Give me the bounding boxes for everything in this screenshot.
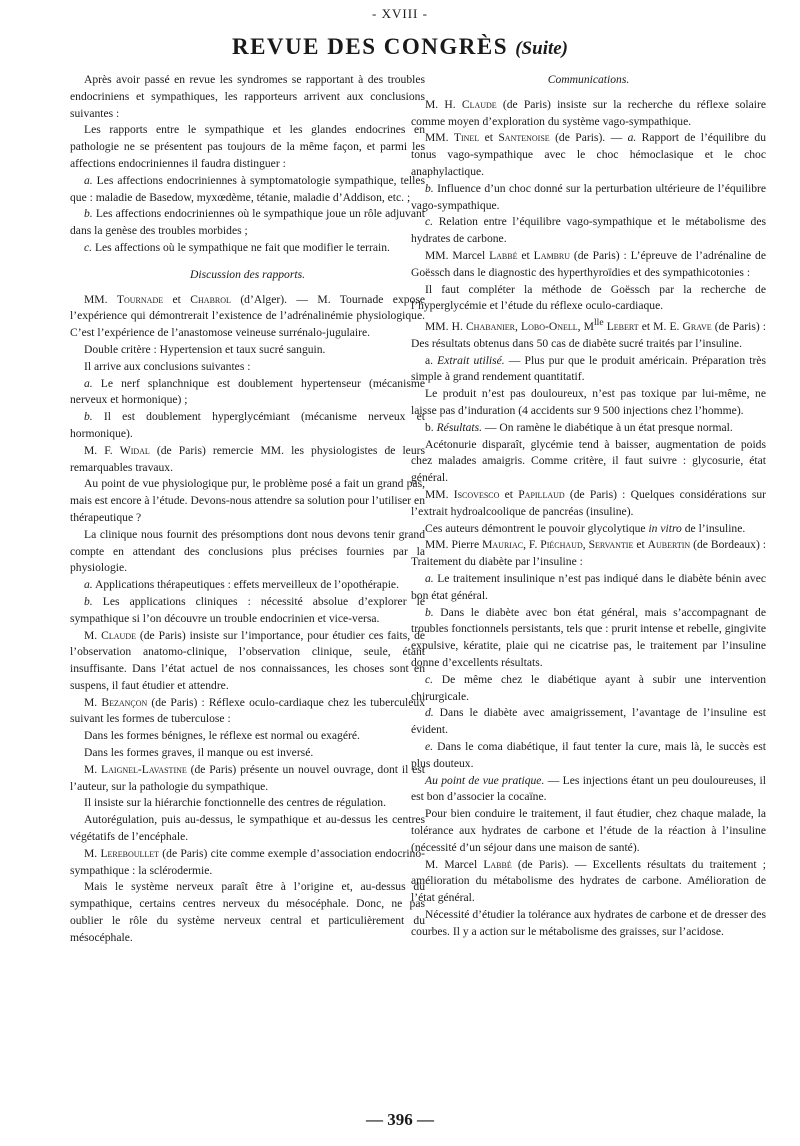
text-run: et <box>479 131 499 145</box>
text-run: , F. <box>523 538 541 552</box>
author-name: Claude <box>101 628 136 642</box>
author-name: Laignel-Lavastine <box>101 762 187 776</box>
text-run: de l’insuline. <box>681 521 746 535</box>
paragraph <box>411 537 766 571</box>
paragraph <box>70 206 425 240</box>
text-run: MM. <box>84 292 117 306</box>
text-run: La clinique nous fournit des présomptions dont nous devons tenir grand compte en attendant des conclusions plus précises fournies par la physiologie. <box>70 527 425 575</box>
author-name: Papillaud <box>518 487 565 501</box>
author-name: Iscovesco <box>453 487 500 501</box>
paragraph <box>411 605 766 672</box>
section-heading: Discussion des rapports. <box>190 267 305 281</box>
author-name: Santenoise <box>498 131 550 145</box>
text-run: Le traitement insulinique n’est pas indiqué dans le diabète bénin avec bon état général. <box>411 571 766 602</box>
title-main: REVUE DES CONGRÈS <box>231 34 508 59</box>
text-run: Acétonurie disparaît, glycémie tend à baisser, augmentation de poids chez malades amaigris. Comme critère, il faut suivre : glycosurie, état général. <box>411 437 766 485</box>
paragraph <box>411 315 766 352</box>
paragraph <box>411 282 766 316</box>
right-column <box>411 72 766 941</box>
text-run: — On ramène le diabétique à un état presque normal. <box>482 420 733 434</box>
paragraph <box>411 857 766 907</box>
text-run: De même chez le diabétique ayant à subir une intervention chirurgicale. <box>411 672 766 703</box>
text-run: Les affections endocriniennes où le sympathique joue un rôle adjuvant dans la genèse des troubles morbides ; <box>70 207 425 238</box>
text-run: (de Paris) : Quelques considérations sur l’extrait hydroalcoolique de pancréas (insuline). <box>411 487 766 518</box>
paragraph <box>411 353 766 387</box>
text-run: (d’Alger). — M. Tournade expose l’expérience qui démontrerait l’existence de l’adrénalinémie physiologique. C’est l’expérience de l’anastomose veineuse surrénalo-jugulaire. <box>70 292 425 340</box>
text-run: (de Paris) présente un nouvel ouvrage, dont il est l’auteur, sur la pathologie du sympathique. <box>70 762 426 793</box>
text-run: MM. Marcel <box>425 248 490 262</box>
text-run: in vitro <box>648 521 682 535</box>
paragraph <box>411 437 766 487</box>
text-run: (de Bordeaux) : Traitement du diabète par l’insuline : <box>411 538 766 569</box>
text-run: et <box>163 292 191 306</box>
text-run: M. <box>84 628 102 642</box>
text-run: a. <box>84 578 93 592</box>
paragraph <box>70 846 425 880</box>
text-run: MM. <box>425 131 454 145</box>
paragraph <box>411 806 766 856</box>
section-heading: Communications. <box>547 73 630 86</box>
text-run: Dans le diabète avec bon état général, mais s’accompagnant de troubles fonctionnels persistants, tels que : prurit intense et rebelle, gingivite expulsive, kératite, plaie qui ne cicatrise pas, le traitement par l’insuline donne d’excellents résultats. <box>411 605 766 669</box>
text-run: M. Marcel <box>425 857 484 871</box>
text-run: c. <box>425 215 434 229</box>
text-run: a. <box>84 376 93 390</box>
text-run: — Plus pur que le produit américain. Préparation très simple à grand rendement quantitatif. <box>411 353 766 384</box>
author-name: Servantie <box>588 538 634 552</box>
paragraph <box>411 214 766 248</box>
text-run: Relation entre l’équilibre vago-sympathique et le métabolisme des hydrates de carbone. <box>411 215 766 246</box>
text-run: b. <box>425 605 434 619</box>
text-run: Extrait utilisé. <box>437 353 505 367</box>
text-run: MM. Pierre <box>425 538 483 552</box>
text-run: Pour bien conduire le traitement, il faut étudier, chez chaque malade, la tolérance aux hydrates de carbone et l’étude de la réaction à l’insuline (nécessité d’un séjour dans une maison de santé). <box>411 807 766 854</box>
text-run: M. F. <box>84 443 120 457</box>
text-run: Au point de vue physiologique pur, le problème posé a fait un grand pas, mais est encore à l’étude. Devons-nous attendre sa solution pour l’utiliser en thérapeutique ? <box>70 477 425 524</box>
paragraph <box>70 762 425 796</box>
paragraph <box>70 72 425 122</box>
paragraph <box>70 476 425 526</box>
paragraph <box>411 773 766 807</box>
author-name: Lebert <box>606 320 639 334</box>
text-run: M. H. <box>425 97 462 111</box>
text-run: MM. H. <box>425 320 466 334</box>
text-run: Au point de vue pratique. <box>425 773 545 787</box>
text-run: M. <box>84 846 101 860</box>
paragraph <box>411 672 766 706</box>
text-run: Il est doublement hyperglycémiant (mécanisme nerveux et hormonique). <box>70 410 425 440</box>
paragraph <box>411 739 766 773</box>
author-name: Chabrol <box>190 292 231 306</box>
text-run: Le nerf splanchnique est doublement hypertenseur (mécanisme nerveux et hormonique) ; <box>70 376 425 407</box>
text-run: Après avoir passé en revue les syndromes se rapportant à des troubles endocriniens et sympathiques, les rapporteurs arrivent aux conclusions suivantes : <box>70 73 425 120</box>
text-run: (de Paris) : Des résultats obtenus dans 50 cas de diabète sucré traités par l’insuline. <box>411 320 766 350</box>
text-run: Il arrive aux conclusions suivantes : <box>84 359 251 373</box>
text-run: Autorégulation, puis au-dessus, le sympathique et au-dessus les centres végétatifs de l’encéphale. <box>70 813 425 844</box>
paragraph <box>70 577 425 594</box>
text-run: et M. E. <box>638 320 683 334</box>
paragraph <box>411 181 766 215</box>
paragraph <box>70 628 425 695</box>
text-run: Les affections où le sympathique ne fait que modifier le terrain. <box>92 240 390 254</box>
paragraph <box>70 728 425 745</box>
text-run: (de Paris) insiste sur la recherche du réflexe solaire comme moyen d’exploration du système vago-sympathique. <box>411 97 767 128</box>
paragraph <box>70 292 425 342</box>
text-run: (de Paris) cite comme exemple d’association endocrino-sympathique : la sclérodermie. <box>70 846 425 877</box>
left-column <box>70 72 425 947</box>
text-run: e. <box>425 739 434 753</box>
text-run: (de Paris) insiste sur l’importance, pour étudier ces faits, de l’observation anatomo-clinique, l’observation clinique, seule, étant insuffisante. Dans l’état actuel de nos connaissances, les choses sont en suspens, il faut étudier et attendre. <box>70 628 426 692</box>
text-run: b. <box>84 594 93 608</box>
text-run: Dans les formes bénignes, le réflexe est normal ou exagéré. <box>84 729 360 743</box>
text-run: a. <box>425 353 438 367</box>
author-name: Aubertin <box>647 538 691 552</box>
text-run: (de Paris). — <box>549 131 628 145</box>
text-run: Dans le coma diabétique, il faut tenter la cure, mais là, le succès est plus douteux. <box>411 739 766 770</box>
text-run: Rapport de l’équilibre du tonus vago-sympathique avec le choc hémoclasique et le choc anaphylactique. <box>411 131 766 178</box>
author-name: Bezançon <box>101 695 148 709</box>
paragraph <box>411 248 766 282</box>
paragraph <box>70 812 425 846</box>
paragraph <box>70 795 425 812</box>
paragraph <box>70 594 425 628</box>
text-run: b. <box>84 410 93 424</box>
text-run: M. <box>84 762 102 776</box>
text-run: Le produit n’est pas douloureux, n’est pas toxique par lui-même, ne laisse pas d’induration (4 accidents sur 9 500 injections chez l’homme). <box>411 387 766 417</box>
text-run: Nécessité d’étudier la tolérance aux hydrates de carbone et de dresser des courbes. Il y a action sur le métabolisme des graisses, sur l’acidose. <box>411 907 766 938</box>
paragraph <box>411 487 766 521</box>
text-run: Les applications cliniques : nécessité absolue d’explorer le sympathique si l’on découvre un trouble endocrinien et vice-versa. <box>70 594 425 625</box>
text-run: M. <box>84 695 102 709</box>
author-name: Chabanier <box>465 320 516 334</box>
paragraph <box>70 745 425 762</box>
author-name: Lambru <box>533 248 571 262</box>
text-run: et <box>633 538 648 552</box>
text-run: Applications thérapeutiques : effets merveilleux de l’opothérapie. <box>92 578 399 592</box>
paragraph <box>70 122 425 172</box>
author-name: Lobo-Onell <box>521 320 578 334</box>
paragraph <box>70 527 425 577</box>
paragraph <box>70 695 425 729</box>
text-run: Double critère : Hypertension et taux sucré sanguin. <box>84 342 326 356</box>
paragraph <box>411 521 766 538</box>
paragraph <box>70 173 425 207</box>
paragraph <box>70 240 425 257</box>
text-run: Dans le diabète avec amaigrissement, l’avantage de l’insuline est évident. <box>411 706 766 737</box>
text-run: Il faut compléter la méthode de Goëssch par la recherche de l’hyperglycémie et l’étude du réflexe oculo-cardiaque. <box>411 282 766 313</box>
text-run: Les rapports entre le sympathique et les glandes endocrines en pathologie ne se présentent pas toujours de la même façon, et parmi les affections endocriniennes il faudra distinguer : <box>70 123 425 170</box>
text-run: c. <box>84 240 93 254</box>
text-run: , <box>515 320 522 334</box>
running-folio: - XVIII - <box>372 6 428 21</box>
page-title <box>0 34 800 60</box>
paragraph <box>411 907 766 941</box>
text-run: b. <box>84 207 93 221</box>
author-name: Labbé <box>483 857 512 871</box>
text-run: c. <box>425 672 434 686</box>
text-run: Mais le système nerveux paraît être à l’origine et, au-dessus du sympathique, certains centres nerveux du mésocéphale. Donc, ne pas oublier le rôle du système nerveux central et particulièrement du mésocéphale. <box>70 880 425 944</box>
text-run: , M <box>577 320 594 334</box>
text-run: , <box>582 538 589 552</box>
paragraph <box>70 409 425 443</box>
text-run: d. <box>425 706 434 720</box>
paragraph <box>411 571 766 605</box>
text-run: (de Paris) : Réflexe oculo-cardiaque chez les tuberculeux suivant les formes de tuberculose : <box>70 695 425 726</box>
text-run: Il insiste sur la hiérarchie fonctionnelle des centres de régulation. <box>84 796 386 810</box>
text-run: MM. <box>425 487 454 501</box>
text-run: a. <box>425 571 434 585</box>
text-run: et <box>499 487 519 501</box>
text-run: Les affections endocriniennes à symptomatologie sympathique, telles que : maladie de Basedow, myxœdème, tétanie, maladie d’Addison, etc. ; <box>70 173 425 204</box>
paragraph <box>70 879 425 946</box>
author-name: Piéchaud <box>540 538 583 552</box>
text-run: b. <box>425 420 437 434</box>
author-name: Claude <box>461 97 497 111</box>
author-name: Tinel <box>453 131 480 145</box>
text-run: (de Paris) : L’épreuve de l’adrénaline de Goëssch dans le diagnostic des hyperthyroïdies et des sympathicotonies : <box>411 248 766 279</box>
text-run: Dans les formes graves, il manque ou est inversé. <box>84 746 314 760</box>
paragraph <box>411 97 766 131</box>
text-run: — Les injections étant un peu douloureuses, il est bon d’associer la cocaïne. <box>411 773 766 804</box>
text-run: a. <box>627 131 637 145</box>
text-run: a. <box>84 173 93 187</box>
paragraph <box>70 359 425 376</box>
author-name: Labbé <box>489 248 518 262</box>
paragraph <box>70 342 425 359</box>
author-name: Mauriac <box>482 538 524 552</box>
text-run: (de Paris) remercie MM. les physiologistes de leurs remarquables travaux. <box>70 443 425 474</box>
author-name: Lereboullet <box>100 846 160 860</box>
text-run: (de Paris). — Excellents résultats du traitement ; amélioration du métabolisme des hydrates de carbone. Amélioration de l’état général. <box>411 857 766 905</box>
paragraph <box>70 376 425 410</box>
text-run: Influence d’un choc donné sur la perturbation ultérieure de l’équilibre vago-sympathique. <box>411 181 766 212</box>
text-run: b. <box>425 181 434 195</box>
author-name: Grave <box>682 320 712 334</box>
paragraph <box>411 705 766 739</box>
paragraph <box>70 443 425 477</box>
paragraph <box>411 420 766 437</box>
text-run: et <box>517 248 534 262</box>
author-name: Widal <box>119 443 150 457</box>
text-run: Résultats. <box>436 420 483 434</box>
paragraph <box>411 386 766 420</box>
text-run: Ces auteurs démontrent le pouvoir glycolytique <box>425 521 649 535</box>
page-number: — 396 — <box>366 1110 434 1129</box>
text-run: lle <box>593 317 604 329</box>
author-name: Tournade <box>116 292 164 306</box>
title-suite: (Suite) <box>515 38 569 59</box>
paragraph <box>411 130 766 180</box>
